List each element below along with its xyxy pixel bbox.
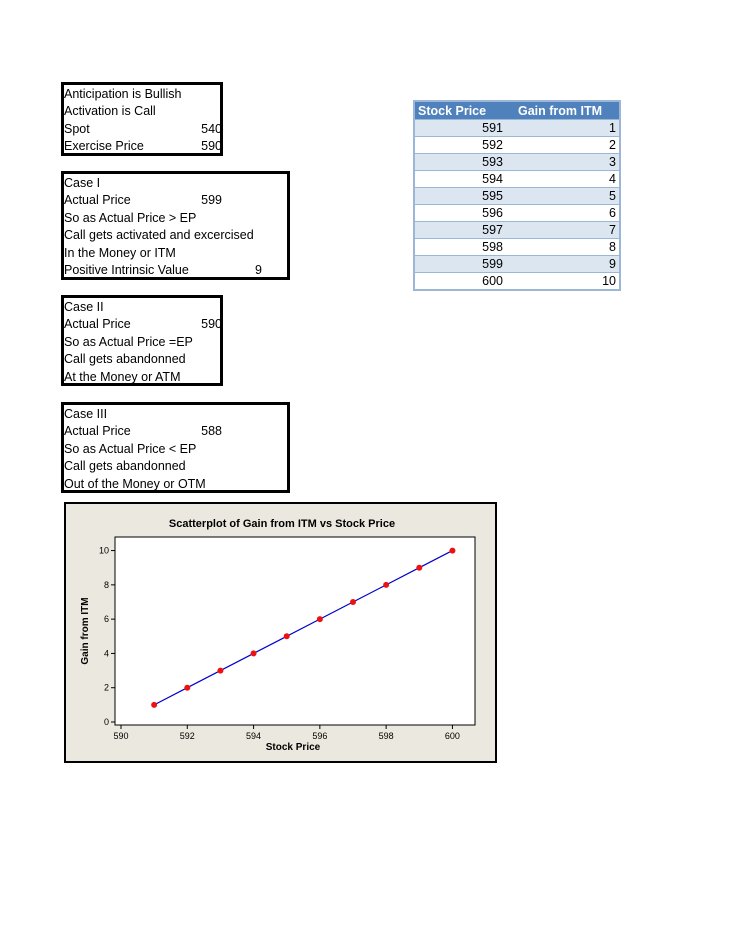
- scenario-label: Activation is Call: [64, 104, 156, 118]
- data-point: [383, 582, 389, 588]
- table-header-row: [414, 101, 620, 120]
- gain-cell: 4: [515, 171, 620, 188]
- y-tick-label: 2: [103, 682, 109, 693]
- case-line: Call gets abandonned: [64, 459, 186, 473]
- gain-cell: 10: [515, 273, 620, 291]
- intrinsic-value-label: Positive Intrinsic Value: [64, 263, 189, 277]
- stock-price-cell: 595: [414, 188, 515, 205]
- stock-price-cell: 594: [414, 171, 515, 188]
- stock-price-cell: 596: [414, 205, 515, 222]
- stock-price-cell: 600: [414, 273, 515, 291]
- scatterplot-chart: [66, 504, 495, 761]
- gain-cell: 7: [515, 222, 620, 239]
- data-point: [217, 668, 223, 674]
- table-row: [414, 171, 620, 188]
- x-tick-label: 600: [444, 731, 460, 741]
- case-line: Call gets abandonned: [64, 352, 186, 366]
- data-point: [284, 633, 290, 639]
- table-row: [414, 273, 620, 291]
- x-axis-label: Stock Price: [265, 742, 321, 753]
- case-line: Out of the Money or OTM: [64, 477, 206, 491]
- y-axis-label: Gain from ITM: [80, 597, 91, 665]
- case-line: At the Money or ATM: [64, 370, 181, 384]
- table-row: [414, 239, 620, 256]
- table-row: [414, 205, 620, 222]
- case-2-box: [61, 295, 223, 386]
- exercise-price-label: Exercise Price: [64, 139, 144, 153]
- data-point: [317, 616, 323, 622]
- stock-price-cell: 592: [414, 137, 515, 154]
- gain-cell: 9: [515, 256, 620, 273]
- table-row: [414, 188, 620, 205]
- gain-cell: 5: [515, 188, 620, 205]
- data-point: [251, 650, 257, 656]
- stock-gain-table: [413, 100, 621, 291]
- column-header-stock-price: Stock Price: [414, 101, 515, 120]
- actual-price-label: Actual Price: [64, 317, 131, 331]
- case-line: Call gets activated and excercised: [64, 228, 254, 242]
- x-tick-label: 598: [378, 731, 394, 741]
- intrinsic-value: 9: [255, 263, 262, 277]
- y-tick-label: 0: [103, 717, 109, 727]
- scenario-label: Anticipation is Bullish: [64, 87, 182, 101]
- case-title: Case III: [64, 407, 108, 421]
- case-line: So as Actual Price =EP: [64, 335, 193, 349]
- exercise-price-value: 590: [201, 139, 222, 153]
- case-title: Case I: [64, 176, 101, 190]
- gain-cell: 6: [515, 205, 620, 222]
- actual-price-value: 599: [201, 193, 222, 207]
- case-line: So as Actual Price > EP: [64, 211, 197, 225]
- data-point: [449, 548, 455, 554]
- spot-value: 540: [201, 122, 222, 136]
- table-row: [414, 137, 620, 154]
- gain-cell: 3: [515, 154, 620, 171]
- actual-price-value: 590: [201, 317, 222, 331]
- case-1-box: [61, 171, 290, 280]
- y-tick-label: 6: [103, 614, 109, 625]
- data-point: [151, 702, 157, 708]
- scatterplot-frame: [64, 502, 497, 763]
- x-tick-label: 590: [113, 731, 129, 741]
- case-line: So as Actual Price < EP: [64, 442, 197, 456]
- scenario-box: [61, 82, 223, 156]
- actual-price-value: 588: [201, 424, 222, 438]
- stock-price-cell: 593: [414, 154, 515, 171]
- stock-price-cell: 598: [414, 239, 515, 256]
- x-tick-label: 594: [246, 731, 262, 741]
- x-tick-label: 592: [179, 731, 195, 741]
- column-header-gain: Gain from ITM: [515, 101, 620, 120]
- gain-cell: 8: [515, 239, 620, 256]
- y-tick-label: 4: [103, 648, 109, 659]
- gain-cell: 2: [515, 137, 620, 154]
- table-row: [414, 256, 620, 273]
- case-title: Case II: [64, 300, 104, 314]
- stock-price-cell: 599: [414, 256, 515, 273]
- chart-title: Scatterplot of Gain from ITM vs Stock Price: [168, 518, 396, 530]
- table-row: [414, 222, 620, 239]
- stock-price-cell: 591: [414, 120, 515, 137]
- case-line: In the Money or ITM: [64, 246, 176, 260]
- actual-price-label: Actual Price: [64, 424, 131, 438]
- y-tick-label: 10: [98, 545, 109, 556]
- data-point: [350, 599, 356, 605]
- x-tick-label: 596: [312, 731, 328, 741]
- stock-price-cell: 597: [414, 222, 515, 239]
- case-3-box: [61, 402, 290, 493]
- data-point: [184, 685, 190, 691]
- spot-label: Spot: [64, 122, 90, 136]
- actual-price-label: Actual Price: [64, 193, 131, 207]
- y-tick-label: 8: [103, 579, 109, 590]
- data-point: [416, 565, 422, 571]
- table-row: [414, 120, 620, 137]
- gain-cell: 1: [515, 120, 620, 137]
- table-row: [414, 154, 620, 171]
